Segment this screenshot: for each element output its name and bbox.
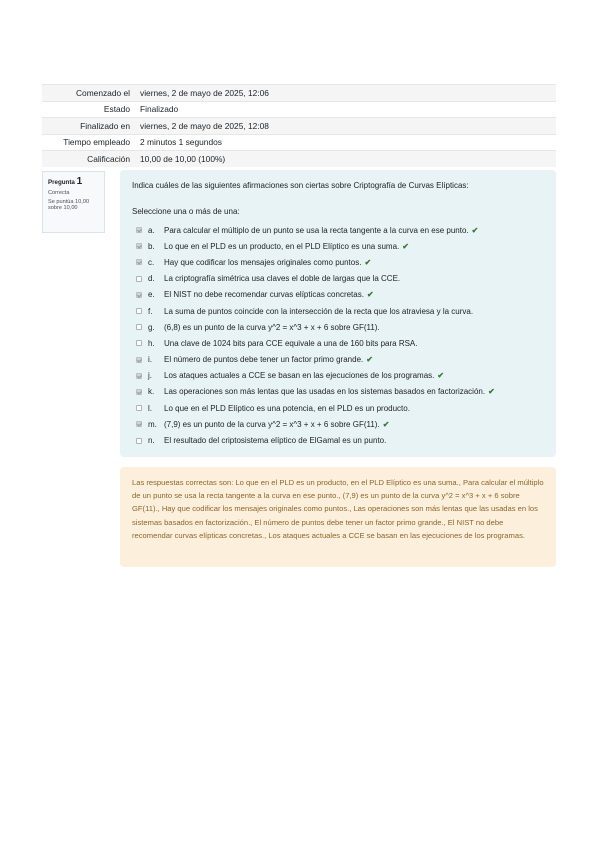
answer-prompt: Seleccione una o más de una: (132, 207, 240, 216)
answer-option[interactable] (132, 254, 544, 270)
answer-letter: b. (148, 241, 155, 251)
answer-option[interactable] (132, 352, 544, 368)
answer-letter: a. (148, 225, 155, 235)
answer-checkbox[interactable] (136, 259, 142, 265)
question-info-box (42, 171, 105, 233)
summary-label: Calificación (42, 151, 134, 167)
answer-checkbox[interactable] (136, 227, 142, 233)
answer-text: El resultado del criptosistema elíptico de ElGamal es un punto. (164, 436, 387, 446)
answer-text: (7,9) es un punto de la curva y^2 = x^3 + x + 6 sobre GF(11). (164, 419, 380, 429)
answer-checkbox[interactable] (136, 438, 142, 444)
question-state: Correcta (48, 190, 70, 196)
answer-letter: c. (148, 257, 155, 267)
summary-row (42, 85, 556, 102)
answer-letter: h. (148, 338, 155, 348)
answer-option[interactable] (132, 400, 544, 416)
correct-check-icon: ✔ (437, 371, 445, 381)
answer-checkbox[interactable] (136, 357, 142, 363)
answer-checkbox[interactable] (136, 421, 142, 427)
answer-option[interactable] (132, 238, 544, 254)
answer-letter: l. (148, 403, 152, 413)
answer-checkbox[interactable] (136, 324, 142, 330)
answer-text: El NIST no debe recomendar curvas elípticas concretas. (164, 290, 364, 300)
answer-option[interactable] (132, 319, 544, 335)
answer-checkbox[interactable] (136, 373, 142, 379)
answer-text: Lo que en el PLD Elíptico es una potencia, en el PLD es un producto. (164, 403, 410, 413)
answer-option[interactable] (132, 222, 544, 238)
answer-text: La suma de puntos coincide con la intersección de la recta que los atraviesa y la curva. (164, 306, 474, 316)
answer-text: Una clave de 1024 bits para CCE equivale a una de 160 bits para RSA. (164, 338, 418, 348)
correct-check-icon: ✔ (382, 419, 390, 429)
answer-option[interactable] (132, 287, 544, 303)
correct-check-icon: ✔ (364, 257, 372, 267)
summary-value: 2 minutos 1 segundos (134, 134, 556, 151)
answer-option[interactable] (132, 416, 544, 432)
answer-list (132, 222, 544, 449)
summary-row (42, 151, 556, 167)
answer-checkbox[interactable] (136, 276, 142, 282)
answer-option[interactable] (132, 384, 544, 400)
answer-letter: m. (148, 419, 157, 429)
answer-text: Hay que codificar los mensajes originales como puntos. (164, 257, 362, 267)
answer-letter: d. (148, 274, 155, 284)
summary-label: Comenzado el (42, 85, 134, 102)
answer-letter: i. (148, 355, 152, 365)
correct-check-icon: ✔ (366, 355, 373, 365)
question-mark: Se puntúa 10,00 sobre 10,00 (48, 199, 90, 211)
correct-answers-feedback: Las respuestas correctas son: Lo que en el PLD es un producto, en el PLD Elíptico es una suma., Para calcular el múltiplo de un punto se usa la recta tangente a la curva en ese punto., (7,9) es un punto de la curva y^2 = x^3 + x + 6 sobre GF(11)., Hay que codificar los mensajes originales como puntos., Las operaciones son más lentas que las usadas en los sistemas basados en factorización., El número de puntos debe tener un factor primo grande., El NIST no debe recomendar curvas elípticas concretas., Los ataques actuales a CCE se basan en las ejecuciones de los programas. (120, 467, 556, 567)
answer-option[interactable] (132, 335, 544, 351)
question-number (48, 176, 99, 187)
answer-option[interactable] (132, 303, 544, 319)
summary-row (42, 118, 556, 135)
summary-row (42, 134, 556, 151)
answer-text: Las operaciones son más lentas que las usadas en los sistemas basados en factorización. (164, 387, 486, 397)
answer-checkbox[interactable] (136, 405, 142, 411)
answer-text: (6,8) es un punto de la curva y^2 = x^3 + x + 6 sobre GF(11). (164, 322, 380, 332)
answer-letter: f. (148, 306, 153, 316)
answer-text: La criptografía simétrica usa claves el doble de largas que la CCE. (164, 274, 401, 284)
answer-letter: j. (148, 371, 152, 381)
answer-checkbox[interactable] (136, 243, 142, 249)
summary-value: Finalizado (134, 101, 556, 118)
summary-value: viernes, 2 de mayo de 2025, 12:08 (134, 118, 556, 135)
summary-label: Finalizado en (42, 118, 134, 135)
answer-text: El número de puntos debe tener un factor primo grande. (164, 355, 364, 365)
answer-letter: n. (148, 436, 155, 446)
answer-text: Lo que en el PLD es un producto, en el PLD Elíptico es una suma. (164, 241, 400, 251)
question-label: Pregunta (48, 179, 75, 186)
answer-option[interactable] (132, 368, 544, 384)
correct-check-icon: ✔ (366, 290, 374, 300)
summary-row (42, 101, 556, 118)
summary-value: viernes, 2 de mayo de 2025, 12:06 (134, 85, 556, 102)
summary-label: Estado (42, 101, 134, 118)
correct-check-icon: ✔ (488, 387, 495, 397)
answer-text: Los ataques actuales a CCE se basan en las ejecuciones de los programas. (164, 371, 435, 381)
question-number-value: 1 (76, 176, 83, 187)
correct-check-icon: ✔ (471, 225, 479, 235)
question-text: Indica cuáles de las siguientes afirmaciones son ciertas sobre Criptografía de Curvas Elípticas: (132, 181, 469, 190)
answer-checkbox[interactable] (136, 340, 142, 346)
answer-letter: e. (148, 290, 155, 300)
answer-letter: k. (148, 387, 155, 397)
answer-checkbox[interactable] (136, 389, 142, 395)
attempt-summary-table (42, 84, 556, 167)
answer-checkbox[interactable] (136, 308, 142, 314)
answer-option[interactable] (132, 432, 544, 448)
correct-check-icon: ✔ (402, 241, 409, 251)
summary-label: Tiempo empleado (42, 134, 134, 151)
question-formulation (120, 170, 556, 457)
answer-text: Para calcular el múltiplo de un punto se usa la recta tangente a la curva en ese punto. (164, 225, 469, 235)
answer-checkbox[interactable] (136, 292, 142, 298)
answer-option[interactable] (132, 271, 544, 287)
answer-letter: g. (148, 322, 155, 332)
summary-value: 10,00 de 10,00 (100%) (134, 151, 556, 167)
